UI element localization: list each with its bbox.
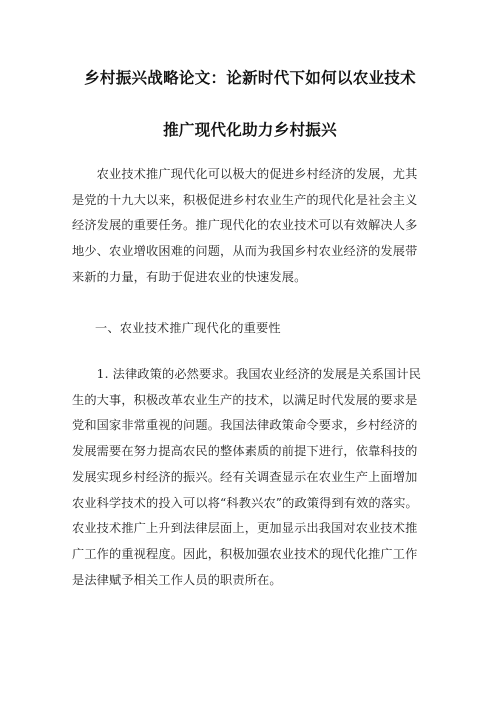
paragraph-line: 生的大事，积极改革农业生产的技术，以满足时代发展的要求是: [72, 392, 418, 407]
section-heading: 一、农业技术推广现代化的重要性: [95, 321, 281, 335]
title-line-2: 推广现代化助力乡村振兴: [163, 121, 337, 139]
body-paragraph: [72, 362, 444, 593]
paragraph-line: 发展实现乡村经济的振兴。经有关调查显示在农业生产上面增加: [72, 469, 418, 484]
paragraph-line: 发展需要在努力提高农民的整体素质的前提下进行，依靠科技的: [72, 444, 418, 459]
paragraph-line: 党和国家非常重视的问题。我国法律政策命令要求，乡村经济的: [72, 418, 418, 433]
title-line-1: 乡村振兴战略论文：论新时代下如何以农业技术: [84, 69, 416, 87]
paragraph-line: 农业技术推广现代化可以极大的促进乡村经济的发展，尤其: [72, 167, 418, 181]
paragraph-line: 农业技术推广上升到法律层面上，更加显示出我国对农业技术推: [72, 521, 418, 536]
paragraph-line: 广工作的重视程度。因此，积极加强农业技术的现代化推广工作: [72, 546, 418, 561]
paragraph-line: 来新的力量，有助于促进农业的快速发展。: [72, 269, 307, 284]
paragraph-line: 地少、农业增收困难的问题，从而为我国乡村农业经济的发展带: [72, 244, 418, 259]
paragraph-line: 1. 法律政策的必然要求。我国农业经济的发展是关系国计民: [72, 367, 422, 381]
paragraph-line: 农业科学技术的投入可以将“科教兴农”的政策得到有效的落实。: [72, 495, 418, 510]
paragraph-line: 是法律赋予相关工作人员的职责所在。: [72, 572, 282, 587]
intro-paragraph: [72, 162, 444, 291]
paragraph-line: 经济发展的重要任务。推广现代化的农业技术可以有效解决人多: [72, 218, 418, 233]
paragraph-line: 是党的十九大以来，积极促进乡村农业生产的现代化是社会主义: [72, 192, 418, 207]
